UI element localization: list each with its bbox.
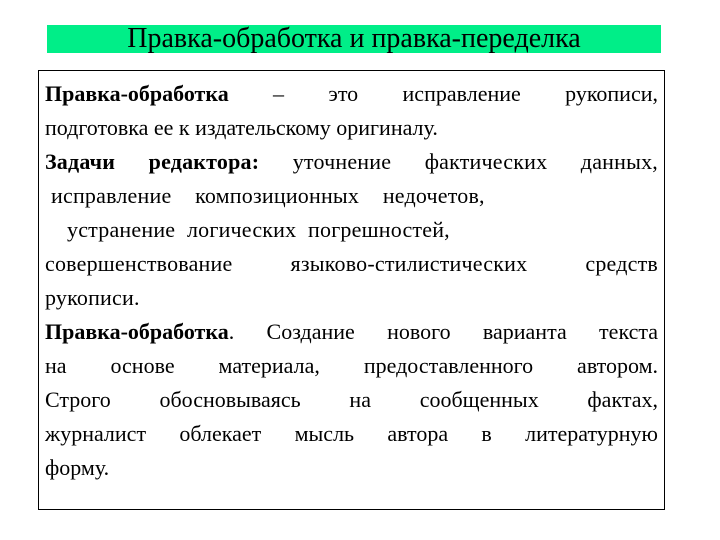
term-pravka-obrabotka-2: Правка-обработка xyxy=(45,319,229,344)
paragraph-line xyxy=(45,77,658,111)
paragraph-line: совершенствование языково-стилистических средств xyxy=(45,251,658,276)
paragraph-line: журналист облекает мысль автора в литературную xyxy=(45,421,658,446)
reworking-text: . Создание нового варианта текста xyxy=(228,319,658,344)
paragraph-line: Строго обосновываясь на сообщенных фактах, xyxy=(45,387,658,412)
paragraph-line: подготовка ее к издательскому оригиналу. xyxy=(45,115,438,140)
slide-title: Правка-обработка и правка-переделка xyxy=(127,23,581,54)
paragraph-definition xyxy=(45,77,658,145)
paragraph-line: рукописи. xyxy=(45,285,140,310)
content-box xyxy=(38,70,665,510)
slide-title-bar xyxy=(47,25,661,53)
paragraph-line: на основе материала, предоставленного автором. xyxy=(45,353,658,378)
paragraph-reworking xyxy=(45,315,658,485)
term-editor-tasks: Задачи редактора: xyxy=(45,149,260,174)
paragraph-line: исправление композиционных недочетов, xyxy=(51,183,485,208)
paragraph-line xyxy=(45,315,658,349)
paragraph-line: устранение логических погрешностей, xyxy=(67,217,450,242)
paragraph-editor-tasks xyxy=(45,145,658,315)
tasks-text: уточнение фактических данных, xyxy=(259,149,658,174)
paragraph-line: форму. xyxy=(45,455,110,480)
paragraph-line xyxy=(45,145,658,179)
definition-text: – это исправление рукописи, xyxy=(228,81,658,106)
term-pravka-obrabotka: Правка-обработка xyxy=(45,81,229,106)
